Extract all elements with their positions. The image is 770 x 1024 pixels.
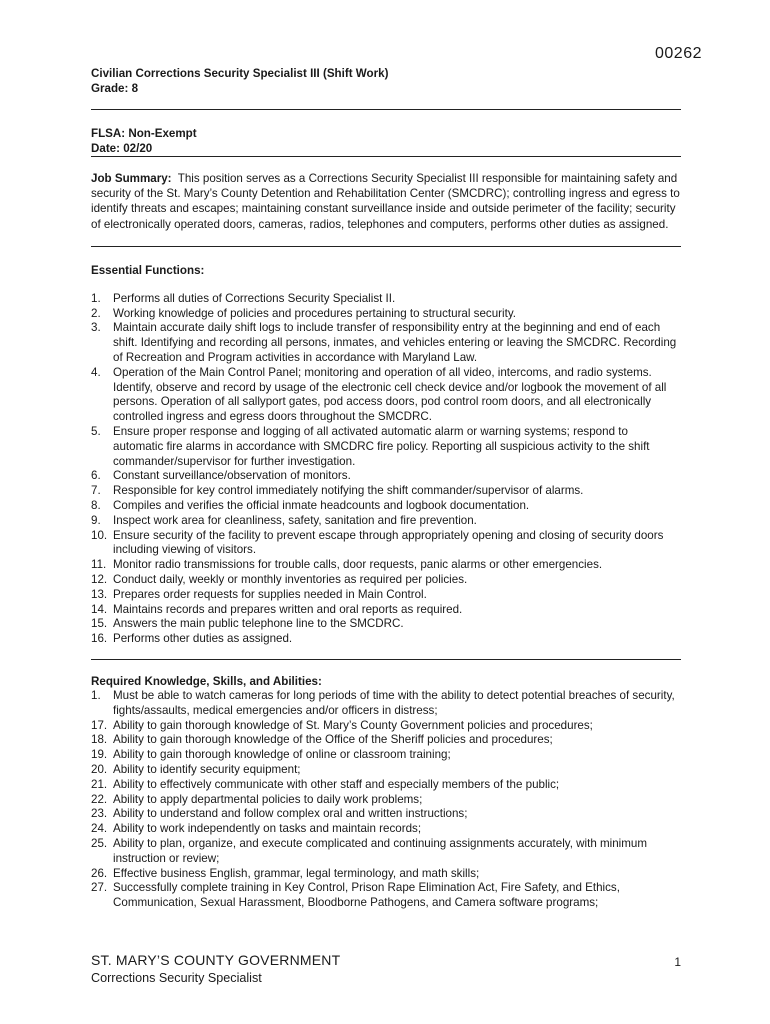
list-item bbox=[91, 778, 681, 793]
list-item-text: Maintain accurate daily shift logs to include transfer of responsibility entry at the beginning and end of each shift. Identifying and recording all persons, inmates, and vehicles entering or leaving the SMCDRC. Recording of Recreation and Program activities in accordance with Maryland Law. bbox=[113, 321, 677, 364]
list-item bbox=[91, 617, 681, 632]
list-item-number: 5. bbox=[91, 424, 101, 438]
list-item-number: 2. bbox=[91, 306, 101, 320]
list-item-number: 3. bbox=[91, 321, 101, 335]
list-item bbox=[91, 719, 681, 734]
list-item bbox=[91, 793, 681, 808]
list-item-text: Ability to work independently on tasks and maintain records; bbox=[113, 822, 422, 836]
list-item bbox=[91, 469, 681, 484]
ksa-list bbox=[91, 689, 681, 911]
list-item-text: Ability to gain thorough knowledge of the Office of the Sheriff policies and procedures; bbox=[113, 733, 553, 747]
list-item-text: Constant surveillance/observation of monitors. bbox=[113, 469, 351, 483]
footer-org: ST. MARY’S COUNTY GOVERNMENT bbox=[91, 952, 341, 968]
list-item-number: 25. bbox=[91, 836, 108, 850]
list-item bbox=[91, 733, 681, 748]
ksa-heading: Required Knowledge, Skills, and Abilities: bbox=[91, 674, 322, 688]
list-item-text: Prepares order requests for supplies needed in Main Control. bbox=[113, 587, 427, 601]
document-number: 00262 bbox=[655, 45, 702, 62]
list-item-text: Effective business English, grammar, legal terminology, and math skills; bbox=[113, 866, 480, 880]
list-item bbox=[91, 573, 681, 588]
list-item-number: 11. bbox=[91, 558, 107, 572]
job-summary-label: Job Summary: bbox=[91, 172, 172, 185]
list-item-text: Performs other duties as assigned. bbox=[113, 632, 293, 646]
list-item bbox=[91, 366, 681, 425]
list-item-number: 24. bbox=[91, 822, 108, 836]
list-item-number: 21. bbox=[91, 777, 108, 791]
list-item-number: 20. bbox=[91, 762, 108, 776]
flsa-status: FLSA: Non-Exempt bbox=[91, 127, 197, 140]
list-item-text: Working knowledge of policies and procedures pertaining to structural security. bbox=[113, 306, 516, 320]
list-item-text: Successfully complete training in Key Control, Prison Rape Elimination Act, Fire Safety, and Ethics, Communication, Sexual Harassment, Bloodborne Pathogens, and Camera software programs; bbox=[113, 881, 620, 910]
document-body bbox=[91, 66, 681, 911]
list-item-text: Ability to understand and follow complex oral and written instructions; bbox=[113, 807, 468, 821]
list-item-number: 8. bbox=[91, 498, 101, 512]
list-item-text: Compiles and verifies the official inmate headcounts and logbook documentation. bbox=[113, 498, 530, 512]
list-item-text: Ability to identify security equipment; bbox=[113, 762, 301, 776]
list-item-number: 14. bbox=[91, 602, 108, 616]
grade: Grade: 8 bbox=[91, 82, 139, 95]
list-item-number: 9. bbox=[91, 513, 101, 527]
list-item-text: Monitor radio transmissions for trouble calls, door requests, panic alarms or other emergencies. bbox=[113, 558, 603, 572]
list-item-number: 22. bbox=[91, 792, 108, 806]
list-item-text: Operation of the Main Control Panel; monitoring and operation of all video, intercoms, and radio systems. Identify, observe and record by usage of the electronic cell check device and/or logbook the movement of all persons. Operation of all sallyport gates, pod access doors, pod control room doors, and all electronically controlled ingress and egress doors throughout the SMCDRC. bbox=[113, 365, 667, 424]
list-item-text: Answers the main public telephone line to the SMCDRC. bbox=[113, 617, 404, 631]
job-title: Civilian Corrections Security Specialist III (Shift Work) bbox=[91, 67, 389, 80]
list-item-text: Maintains records and prepares written and oral reports as required. bbox=[113, 602, 463, 616]
list-item-number: 17. bbox=[91, 718, 108, 732]
list-item-text: Ensure security of the facility to prevent escape through appropriately opening and closing of security doors including viewing of visitors. bbox=[113, 528, 664, 557]
list-item-text: Ability to effectively communicate with other staff and especially members of the public; bbox=[113, 777, 560, 791]
page-number: 1 bbox=[674, 955, 681, 969]
footer-subtitle: Corrections Security Specialist bbox=[91, 971, 262, 985]
list-item-number: 12. bbox=[91, 572, 108, 586]
list-item bbox=[91, 763, 681, 778]
list-item-text: Ability to gain thorough knowledge of St. Mary’s County Government policies and procedures; bbox=[113, 718, 593, 732]
list-item-number: 16. bbox=[91, 632, 108, 646]
list-item-number: 1. bbox=[91, 688, 101, 702]
list-item-text: Conduct daily, weekly or monthly inventories as required per policies. bbox=[113, 572, 468, 586]
list-item-number: 6. bbox=[91, 469, 101, 483]
list-item bbox=[91, 837, 681, 867]
essential-functions-list bbox=[91, 292, 681, 647]
list-item bbox=[91, 321, 681, 365]
list-item-number: 19. bbox=[91, 748, 108, 762]
list-item bbox=[91, 484, 681, 499]
list-item-number: 23. bbox=[91, 807, 108, 821]
list-item bbox=[91, 558, 681, 573]
list-item-number: 26. bbox=[91, 866, 108, 880]
list-item-number: 7. bbox=[91, 484, 101, 498]
page-footer bbox=[91, 952, 681, 985]
date: Date: 02/20 bbox=[91, 142, 153, 155]
list-item bbox=[91, 748, 681, 763]
list-item-number: 27. bbox=[91, 881, 108, 895]
list-item bbox=[91, 292, 681, 307]
list-item-text: Ability to plan, organize, and execute complicated and continuing assignments accurately, with minimum instruction or review; bbox=[113, 836, 648, 865]
list-item-text: Performs all duties of Corrections Security Specialist II. bbox=[113, 291, 396, 305]
list-item-number: 10. bbox=[91, 528, 108, 542]
list-item-number: 15. bbox=[91, 617, 108, 631]
list-item bbox=[91, 632, 681, 647]
list-item bbox=[91, 425, 681, 469]
list-item bbox=[91, 881, 681, 911]
list-item-text: Inspect work area for cleanliness, safety, sanitation and fire prevention. bbox=[113, 513, 477, 527]
list-item-number: 13. bbox=[91, 587, 108, 601]
list-item bbox=[91, 499, 681, 514]
list-item-number: 1. bbox=[91, 291, 101, 305]
list-item bbox=[91, 514, 681, 529]
list-item bbox=[91, 689, 681, 719]
list-item-text: Responsible for key control immediately notifying the shift commander/supervisor of alarms. bbox=[113, 484, 584, 498]
list-item-number: 4. bbox=[91, 365, 101, 379]
list-item-text: Must be able to watch cameras for long periods of time with the ability to detect potential breaches of security, fights/assaults, medical emergencies and/or officers in distress; bbox=[113, 688, 675, 717]
list-item bbox=[91, 822, 681, 837]
list-item bbox=[91, 307, 681, 322]
list-item bbox=[91, 603, 681, 618]
list-item-text: Ensure proper response and logging of all activated automatic alarm or warning systems; respond to automatic fire alarms in accordance with SMCDRC fire policy. Reporting all suspicious activity to the shift commander/supervisor for further investigation. bbox=[113, 424, 650, 468]
list-item-text: Ability to gain thorough knowledge of online or classroom training; bbox=[113, 748, 451, 762]
list-item bbox=[91, 588, 681, 603]
job-summary-text: This position serves as a Corrections Security Specialist III responsible for maintaining safety and security of the St. Mary’s County Detention and Rehabilitation Center (SMCDRC); controlling ingress and egress to identify threats and escapes; maintaining constant surveillance inside and outside perimeter of the facility; security of electronically operated doors, cameras, radios, telephones and computers, performs other duties as assigned. bbox=[91, 172, 680, 231]
essential-functions-heading: Essential Functions: bbox=[91, 263, 205, 277]
list-item bbox=[91, 807, 681, 822]
list-item bbox=[91, 529, 681, 559]
job-summary bbox=[91, 171, 681, 232]
list-item-number: 18. bbox=[91, 733, 108, 747]
list-item-text: Ability to apply departmental policies to daily work problems; bbox=[113, 792, 423, 806]
list-item bbox=[91, 867, 681, 882]
